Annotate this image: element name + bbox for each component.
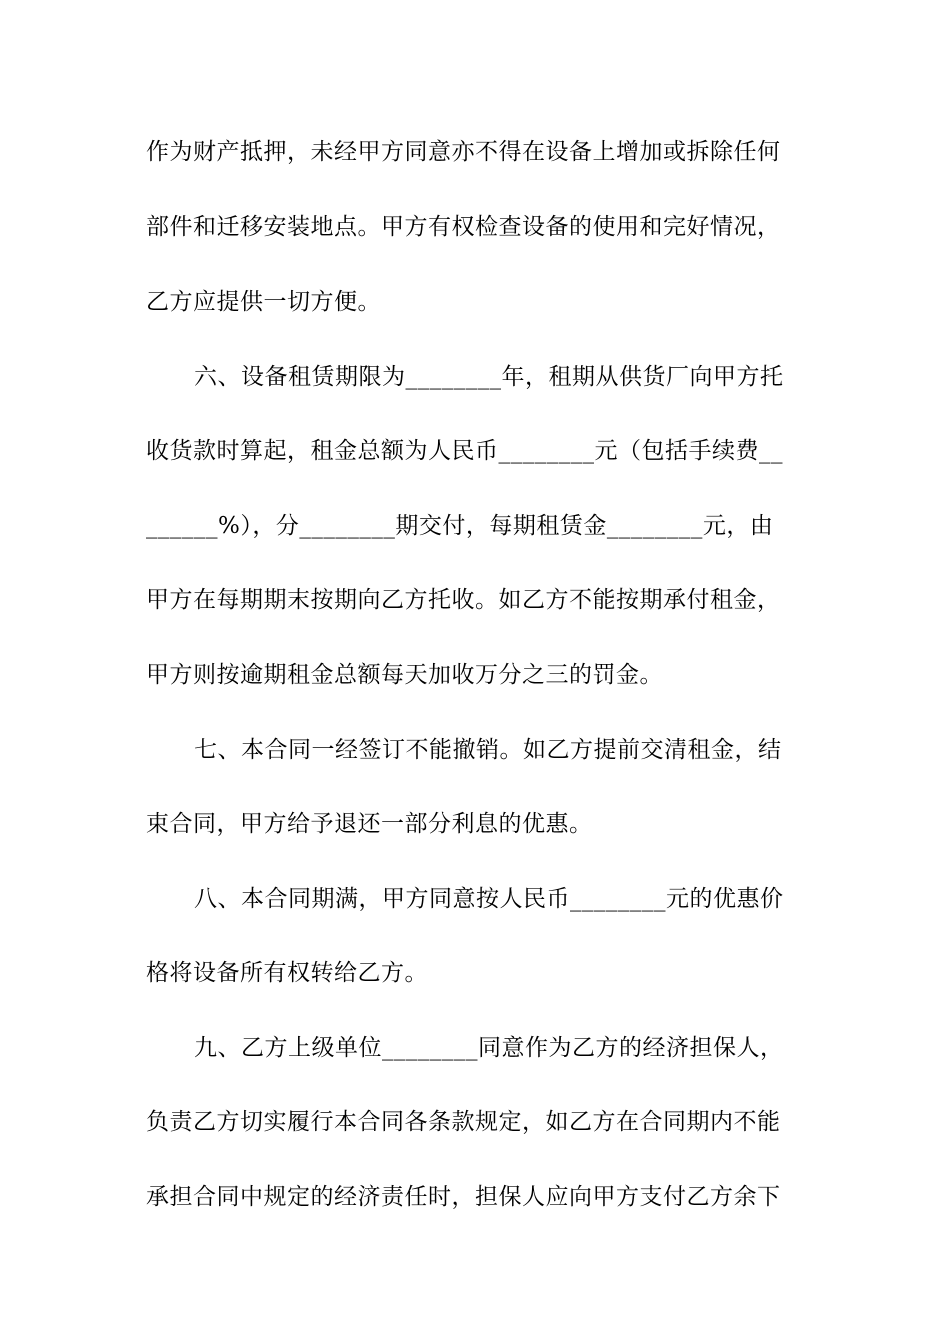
text-line: 甲方在每期期末按期向乙方托收。如乙方不能按期承付租金， [146,587,781,613]
text-line: 部件和迁移安装地点。甲方有权检查设备的使用和完好情况， [146,214,781,240]
text-line: 作为财产抵押，未经甲方同意亦不得在设备上增加或拆除任何 [146,139,781,165]
text-line: 甲方则按逾期租金总额每天加收万分之三的罚金。 [146,662,663,688]
text-line: 承担合同中规定的经济责任时，担保人应向甲方支付乙方余下 [146,1184,781,1210]
text-line: 负责乙方切实履行本合同各条款规定，如乙方在合同期内不能 [146,1109,781,1135]
text-line: 七、本合同一经签订不能撤销。如乙方提前交清租金，结 [194,737,782,763]
text-line: 束合同，甲方给予退还一部分利息的优惠。 [146,811,593,837]
text-line: ______%），分________期交付，每期租赁金________元，由 [146,513,774,539]
text-line: 乙方应提供一切方便。 [146,289,381,315]
text-line: 收货款时算起，租金总额为人民币________元（包括手续费__ [146,438,783,464]
text-line: 九、乙方上级单位________同意作为乙方的经济担保人， [194,1035,784,1061]
text-line: 八、本合同期满，甲方同意按人民币________元的优惠价 [194,886,784,912]
text-line: 格将设备所有权转给乙方。 [146,960,428,986]
text-line: 六、设备租赁期限为________年，租期从供货厂向甲方托 [194,364,784,390]
